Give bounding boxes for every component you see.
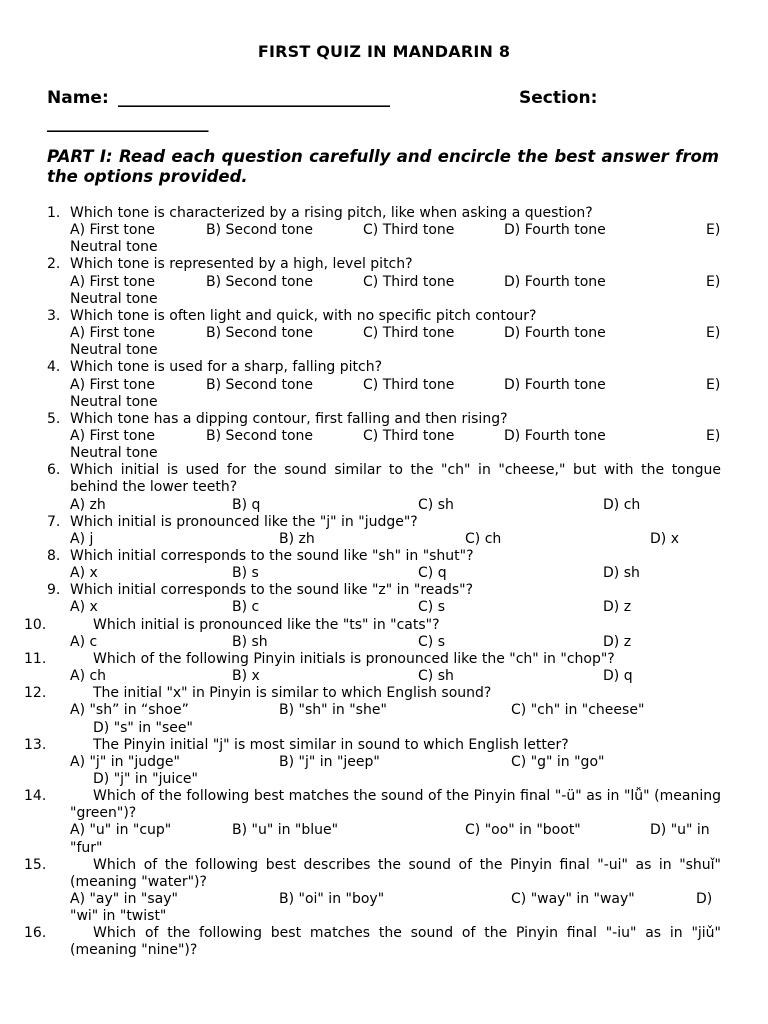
question-number: 7. [47, 513, 61, 530]
answer-option[interactable]: C) "g" in "go" [511, 753, 605, 770]
answer-option[interactable]: B) "j" in "jeep" [279, 753, 380, 770]
answer-option[interactable]: A) "ay" in "say" [70, 891, 178, 908]
answer-option[interactable]: D) "u" in [650, 822, 710, 839]
answer-option[interactable]: C) Third tone [363, 273, 455, 290]
answer-options [70, 497, 721, 514]
quiz-title: FIRST QUIZ IN MANDARIN 8 [257, 42, 511, 61]
question-text: Which tone has a dipping contour, first falling and then rising? [70, 410, 508, 427]
question-text: Which of the following best describes the sound of the Pinyin final "-ui" as in "shuǐ" (meaning "water")? [70, 856, 721, 890]
answer-options [70, 668, 721, 685]
question-text: Which tone is characterized by a rising pitch, like when asking a question? [70, 205, 593, 221]
answer-options [70, 891, 721, 908]
question-number: 10. [24, 616, 47, 633]
answer-option[interactable]: A) First tone [70, 222, 155, 239]
answer-option[interactable]: A) First tone [70, 427, 155, 444]
answer-option[interactable]: C) Third tone [363, 325, 455, 342]
answer-option-continued[interactable]: Neutral tone [70, 393, 158, 410]
question-item [47, 462, 721, 513]
question-item [47, 411, 721, 462]
question-number: 4. [47, 359, 61, 376]
answer-options [70, 531, 721, 548]
answer-option[interactable]: E) [706, 222, 721, 239]
answer-options [70, 274, 721, 291]
answer-option[interactable]: C) "way" in "way" [511, 891, 635, 908]
question-number: 8. [47, 548, 61, 565]
answer-option-continued[interactable]: "wi" in "twist" [70, 908, 167, 925]
answer-option[interactable]: A) "j" in "judge" [70, 753, 180, 770]
answer-option[interactable]: D) Fourth tone [504, 222, 606, 239]
answer-option-continued[interactable]: "fur" [70, 839, 103, 856]
answer-option-continued[interactable]: Neutral tone [70, 342, 158, 359]
answer-option[interactable]: B) "u" in "blue" [232, 822, 339, 839]
question-item [24, 616, 721, 651]
answer-options [70, 377, 721, 394]
question-number: 16. [24, 925, 47, 942]
answer-option[interactable]: C) q [418, 565, 447, 582]
answer-option[interactable]: B) s [232, 565, 259, 582]
question-text: Which of the following best matches the sound of the Pinyin final "-ü" as in "lǚ" (meaning "green")? [70, 788, 721, 822]
question-item [47, 548, 721, 582]
answer-option[interactable]: B) Second tone [206, 376, 314, 393]
question-number: 13. [24, 736, 47, 753]
answer-option[interactable]: B) "oi" in "boy" [279, 891, 385, 908]
question-number: 11. [24, 650, 47, 667]
answer-option[interactable]: A) x [70, 565, 98, 582]
answer-option[interactable]: A) ch [70, 668, 107, 685]
answer-options [70, 428, 721, 445]
answer-option[interactable]: E) [706, 427, 721, 444]
answer-option[interactable]: B) "sh" in "she" [279, 702, 387, 719]
question-number: 6. [47, 462, 61, 479]
answer-option[interactable]: B) sh [232, 633, 268, 650]
question-text: Which of the following Pinyin initials is pronounced like the "ch" in "chop"? [93, 650, 615, 667]
answer-option[interactable]: C) "oo" in "boot" [465, 822, 581, 839]
answer-option-continued[interactable]: Neutral tone [70, 445, 158, 462]
part-1-instructions: PART I: Read each question carefully and encircle the best answer from the options provided. [47, 147, 719, 186]
answer-option[interactable]: A) c [70, 633, 98, 650]
answer-option[interactable]: B) c [232, 599, 260, 616]
answer-options [70, 565, 721, 582]
question-item [47, 308, 721, 359]
answer-option-continued[interactable]: Neutral tone [70, 239, 158, 256]
question-number: 1. [47, 205, 61, 221]
answer-options [70, 634, 721, 651]
question-text: Which initial is pronounced like the "ts" in "cats"? [93, 616, 440, 633]
question-text: Which initial corresponds to the sound like "z" in "reads"? [70, 582, 474, 599]
answer-option[interactable]: B) Second tone [206, 325, 314, 342]
question-text: The initial "x" in Pinyin is similar to which English sound? [93, 685, 492, 702]
section-field-line: ___________________ [47, 113, 209, 133]
answer-option[interactable]: A) First tone [70, 376, 155, 393]
answer-option[interactable]: B) x [232, 668, 260, 685]
answer-option[interactable]: B) Second tone [206, 222, 314, 239]
question-text: Which of the following best matches the sound of the Pinyin final "-iu" as in "jiǔ" (meaning "nine")? [70, 925, 721, 959]
answer-option[interactable]: C) ch [465, 530, 502, 547]
question-item [47, 582, 721, 616]
question-item [24, 685, 721, 736]
answer-option[interactable]: E) [706, 273, 721, 290]
answer-options [70, 599, 721, 616]
question-item [47, 256, 721, 307]
answer-option[interactable]: B) q [232, 496, 261, 513]
question-text: The Pinyin initial "j" is most similar in sound to which English letter? [93, 736, 569, 753]
name-label: Name: [47, 88, 109, 108]
answer-option[interactable]: C) s [418, 633, 445, 650]
answer-option[interactable]: A) First tone [70, 273, 155, 290]
answer-option[interactable]: A) First tone [70, 325, 155, 342]
question-item [47, 359, 721, 410]
answer-option[interactable]: D) Fourth tone [504, 376, 606, 393]
question-item [24, 650, 721, 685]
answer-option[interactable]: C) Third tone [363, 427, 455, 444]
answer-option[interactable]: C) Third tone [363, 376, 455, 393]
answer-option[interactable]: A) x [70, 599, 98, 616]
answer-option[interactable]: D) Fourth tone [504, 325, 606, 342]
question-text: Which initial corresponds to the sound like "sh" in "shut"? [70, 548, 474, 565]
question-text: Which initial is pronounced like the "j" in "judge"? [70, 513, 418, 530]
answer-option[interactable]: D) x [650, 530, 679, 547]
question-item [24, 736, 721, 788]
answer-option[interactable]: C) "ch" in "cheese" [511, 702, 645, 719]
answer-options [70, 754, 721, 771]
answer-option[interactable]: A) "u" in "cup" [70, 822, 172, 839]
answer-option[interactable]: C) Third tone [363, 222, 455, 239]
question-number: 12. [24, 685, 47, 702]
question-item [24, 856, 721, 926]
answer-option-continued[interactable]: D) "j" in "juice" [93, 770, 198, 787]
question-text: Which tone is used for a sharp, falling pitch? [70, 359, 383, 376]
answer-option[interactable]: D) ch [603, 496, 641, 513]
answer-option[interactable]: A) "sh” in “shoe” [70, 702, 189, 719]
answer-option[interactable]: D) z [603, 599, 632, 616]
question-text: Which tone is represented by a high, level pitch? [70, 256, 413, 273]
answer-option[interactable]: B) Second tone [206, 427, 314, 444]
answer-option-continued[interactable]: Neutral tone [70, 290, 158, 307]
section-label: Section: [519, 88, 598, 108]
answer-option[interactable]: D) Fourth tone [504, 427, 606, 444]
answer-option[interactable]: C) sh [418, 496, 454, 513]
answer-option[interactable]: E) [706, 325, 721, 342]
question-number: 5. [47, 410, 61, 427]
answer-options [70, 222, 721, 239]
question-item [24, 788, 721, 857]
question-number: 15. [24, 856, 47, 873]
answer-option[interactable]: E) [706, 376, 721, 393]
question-number: 9. [47, 582, 61, 599]
answer-option[interactable]: C) s [418, 599, 445, 616]
answer-options [70, 702, 721, 719]
question-list [24, 205, 721, 960]
answer-option[interactable]: B) Second tone [206, 273, 314, 290]
name-field-line: ________________________________ [118, 88, 390, 108]
question-text: Which initial is used for the sound similar to the "ch" in "cheese," but with the tongue behind the lower teeth? [70, 462, 721, 496]
answer-option[interactable]: C) sh [418, 668, 454, 685]
question-number: 2. [47, 256, 61, 273]
question-text: Which tone is often light and quick, with no specific pitch contour? [70, 307, 537, 324]
answer-option[interactable]: A) zh [70, 496, 106, 513]
answer-option[interactable]: D) [696, 891, 713, 908]
answer-option-continued[interactable]: D) "s" in "see" [93, 719, 193, 736]
answer-option[interactable]: D) sh [603, 565, 640, 582]
question-number: 14. [24, 788, 47, 805]
answer-option[interactable]: D) Fourth tone [504, 273, 606, 290]
answer-option[interactable]: A) j [70, 530, 94, 547]
answer-options [70, 822, 721, 839]
answer-options [70, 325, 721, 342]
question-number: 3. [47, 307, 61, 324]
question-item [47, 205, 721, 256]
answer-option[interactable]: B) zh [279, 530, 315, 547]
question-item [24, 925, 721, 959]
answer-option[interactable]: D) q [603, 668, 633, 685]
answer-option[interactable]: D) z [603, 633, 632, 650]
question-item [47, 514, 721, 548]
